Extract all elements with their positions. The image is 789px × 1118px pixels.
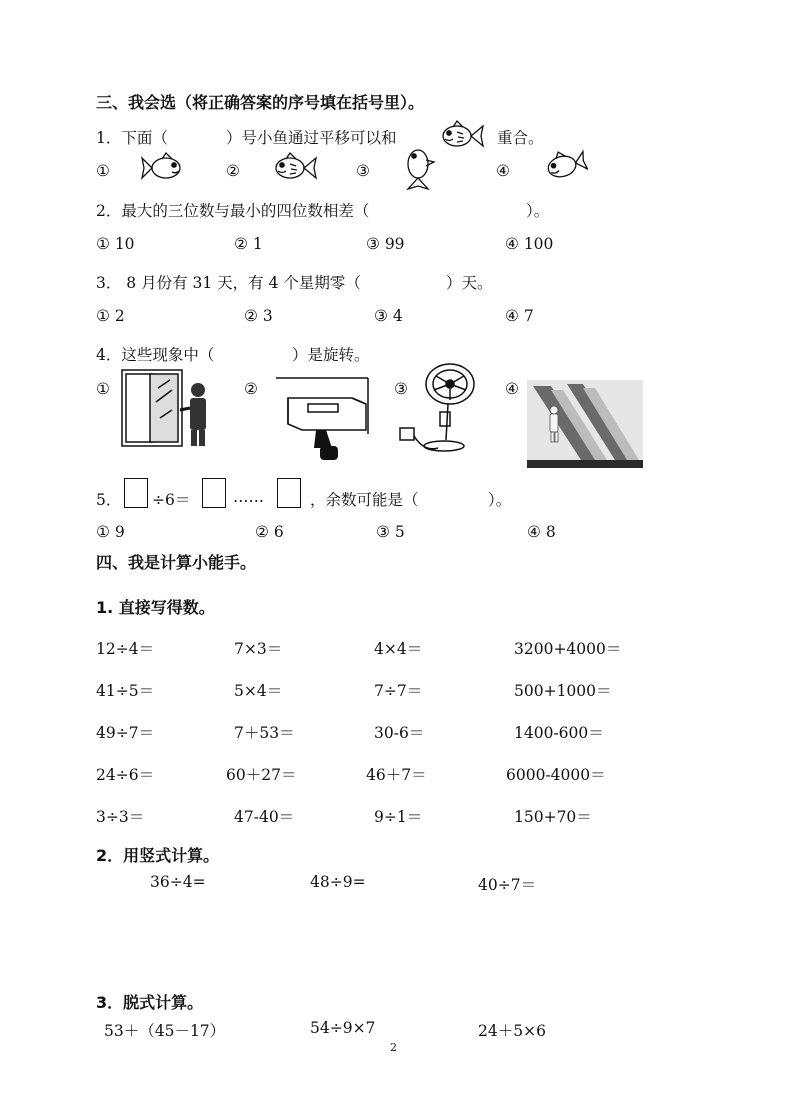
part2-title: 2．用竖式计算。	[96, 846, 220, 865]
q1-prefix: 1．下面（	[96, 129, 168, 147]
q3-option-4: ④ 7	[505, 307, 534, 325]
fish-reference-icon	[437, 118, 485, 154]
calc-r5-c4: 150+70＝	[514, 808, 592, 826]
q4-close: ）是旋转。	[292, 346, 370, 364]
stepwise-calc-2: 54÷9×7	[310, 1019, 376, 1037]
q3-option-2: ② 3	[244, 307, 273, 325]
fish-option-4-icon	[540, 148, 588, 184]
q2-close: ）。	[526, 202, 550, 220]
q4-option-1-label: ①	[96, 380, 110, 398]
escalator-image	[527, 380, 643, 468]
stepwise-calc-3: 24＋5×6	[478, 1022, 546, 1040]
q4-option-2-label: ②	[244, 380, 258, 398]
remainder-box	[277, 478, 301, 508]
q5-option-4: ④ 8	[527, 523, 556, 541]
q5-div: ÷6＝	[152, 491, 191, 509]
q3-option-3: ③ 4	[374, 307, 403, 325]
q4-option-4-label: ④	[505, 380, 519, 398]
calc-r2-c1: 41÷5＝	[96, 682, 155, 700]
dividend-box	[124, 478, 148, 508]
calc-r5-c2: 47-40＝	[234, 808, 295, 826]
q3-close: ）天。	[446, 274, 493, 292]
fish-option-3-icon	[398, 146, 438, 190]
calc-r4-c4: 6000-4000＝	[506, 766, 606, 784]
calc-r3-c4: 1400-600＝	[514, 724, 604, 742]
q1-option-4-label: ④	[496, 162, 510, 180]
drawer-pull-image	[274, 374, 370, 466]
q2-option-1: ① 10	[96, 235, 135, 253]
fish-option-2-icon	[270, 150, 318, 186]
q2-option-3: ③ 99	[366, 235, 405, 253]
calc-r2-c3: 7÷7＝	[374, 682, 423, 700]
q3-text: 3． 8 月份有 31 天，有 4 个星期零（	[96, 274, 361, 292]
q1-option-1-label: ①	[96, 162, 110, 180]
vertical-calc-2: 48÷9=	[310, 873, 366, 891]
q2-text: 2．最大的三位数与最小的四位数相差（	[96, 202, 370, 220]
calc-r4-c1: 24÷6＝	[96, 766, 155, 784]
fish-option-1-icon	[140, 150, 188, 186]
calc-r2-c2: 5×4＝	[234, 682, 283, 700]
vertical-calc-3: 40÷7＝	[478, 876, 537, 894]
calc-r2-c4: 500+1000＝	[514, 682, 612, 700]
page-number: 2	[390, 1041, 397, 1054]
q2-option-4: ④ 100	[505, 235, 554, 253]
sliding-window-image	[120, 368, 212, 450]
calc-r1-c1: 12÷4＝	[96, 640, 155, 658]
calc-r3-c1: 49÷7＝	[96, 724, 155, 742]
electric-fan-image	[398, 362, 490, 462]
calc-r3-c3: 30-6＝	[374, 724, 425, 742]
q5-option-1: ① 9	[96, 523, 125, 541]
calc-r1-c4: 3200+4000＝	[514, 640, 622, 658]
q5-option-3: ③ 5	[376, 523, 405, 541]
section3-title: 三、我会选（将正确答案的序号填在括号里）。	[96, 93, 425, 112]
calc-r3-c2: 7＋53＝	[234, 724, 295, 742]
q5-option-2: ② 6	[255, 523, 284, 541]
q1-option-3-label: ③	[356, 162, 370, 180]
calc-r4-c2: 60＋27＝	[226, 766, 297, 784]
calc-r1-c3: 4×4＝	[374, 640, 423, 658]
q5-prefix: 5．	[96, 491, 122, 509]
calc-r4-c3: 46＋7＝	[366, 766, 427, 784]
q4-option-3-label: ③	[394, 380, 408, 398]
section4-title: 四、我是计算小能手。	[96, 553, 257, 572]
calc-r5-c3: 9÷1＝	[374, 808, 423, 826]
q5-dots: ……	[233, 488, 264, 506]
q5-close: ）。	[488, 491, 512, 509]
vertical-calc-1: 36÷4=	[150, 873, 206, 891]
q1-middle: ）号小鱼通过平移可以和	[226, 129, 397, 147]
stepwise-calc-1: 53＋（45－17）	[104, 1022, 226, 1040]
calc-r5-c1: 3÷3＝	[96, 808, 145, 826]
q4-text: 4．这些现象中（	[96, 346, 215, 364]
q3-option-1: ① 2	[96, 307, 125, 325]
q1-option-2-label: ②	[226, 162, 240, 180]
part1-title: 1. 直接写得数。	[96, 598, 215, 617]
q5-suffix: ，余数可能是（	[310, 491, 419, 509]
q1-suffix: 重合。	[497, 129, 544, 147]
part3-title: 3．脱式计算。	[96, 993, 204, 1012]
quotient-box	[202, 478, 226, 508]
calc-r1-c2: 7×3＝	[234, 640, 283, 658]
q2-option-2: ② 1	[234, 235, 263, 253]
